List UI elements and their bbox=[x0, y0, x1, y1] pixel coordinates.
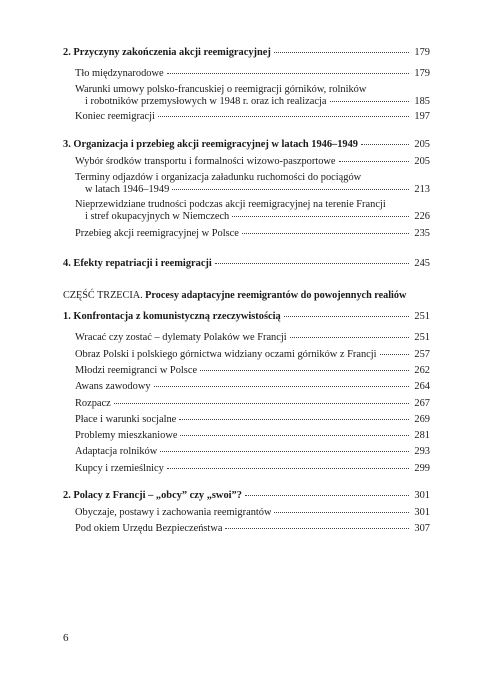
dot-leader bbox=[339, 161, 409, 162]
dot-leader bbox=[232, 216, 409, 217]
toc-section bbox=[75, 523, 430, 535]
toc-chapter-1-confrontation bbox=[63, 311, 430, 323]
dot-leader bbox=[290, 337, 409, 338]
toc-title: Obraz Polski i polskiego górnictwa widziany oczami górników z Francji bbox=[75, 349, 377, 360]
toc-title: 2. Polacy z Francji – „obcy” czy „swoi”? bbox=[63, 490, 242, 501]
toc-section bbox=[75, 463, 430, 475]
toc-page-number: 226 bbox=[414, 211, 430, 223]
toc-title: 4. Efekty repatriacji i reemigracji bbox=[63, 258, 212, 269]
toc-section bbox=[75, 111, 430, 123]
toc-page-number: 245 bbox=[414, 258, 430, 269]
toc-title: Młodzi reemigranci w Polsce bbox=[75, 365, 198, 376]
toc-page-number: 281 bbox=[414, 430, 430, 441]
dot-leader bbox=[179, 419, 409, 420]
toc-page-number: 179 bbox=[414, 68, 430, 79]
dot-leader bbox=[242, 233, 409, 234]
toc-page-number: 307 bbox=[414, 523, 430, 534]
toc-section bbox=[75, 156, 430, 168]
toc-page-number: 235 bbox=[414, 228, 430, 239]
toc-section bbox=[75, 199, 430, 224]
toc-title: i stref okupacyjnych w Niemczech bbox=[85, 211, 230, 223]
dot-leader bbox=[274, 52, 409, 53]
toc-section bbox=[75, 172, 430, 197]
toc-title: Pod okiem Urzędu Bezpieczeństwa bbox=[75, 523, 223, 534]
toc-page-number: 179 bbox=[414, 47, 430, 58]
toc-title: Rozpacz bbox=[75, 398, 111, 409]
dot-leader bbox=[274, 512, 409, 513]
toc-title: Kupcy i rzemieślnicy bbox=[75, 463, 164, 474]
toc-section bbox=[75, 446, 430, 458]
dot-leader bbox=[160, 451, 409, 452]
toc-title: Wybór środków transportu i formalności wizowo-paszportowe bbox=[75, 156, 336, 167]
dot-leader bbox=[330, 101, 409, 102]
part-title: Procesy adaptacyjne reemigrantów do powojennych realiów bbox=[145, 290, 407, 301]
toc-section bbox=[75, 430, 430, 442]
dot-leader bbox=[284, 316, 409, 317]
toc-title: Przebieg akcji reemigracyjnej w Polsce bbox=[75, 228, 239, 239]
toc-page-number: 269 bbox=[414, 414, 430, 425]
toc-section bbox=[75, 228, 430, 240]
toc-page-number: 197 bbox=[414, 111, 430, 122]
dot-leader bbox=[215, 263, 409, 264]
toc-chapter-2-poles-from-france bbox=[63, 490, 430, 502]
dot-leader bbox=[225, 528, 409, 529]
toc-page-number: 293 bbox=[414, 446, 430, 457]
toc-page-number: 301 bbox=[414, 490, 430, 501]
toc-section bbox=[75, 398, 430, 410]
toc-page-number: 205 bbox=[414, 156, 430, 167]
dot-leader bbox=[180, 435, 409, 436]
toc-page-number: 251 bbox=[414, 332, 430, 343]
toc-title: Wracać czy zostać – dylematy Polaków we Francji bbox=[75, 332, 287, 343]
toc-page-number: 299 bbox=[414, 463, 430, 474]
toc-page-number: 257 bbox=[414, 349, 430, 360]
dot-leader bbox=[154, 386, 409, 387]
page-number: 6 bbox=[63, 632, 69, 644]
toc-title: 3. Organizacja i przebieg akcji reemigracyjnej w latach 1946–1949 bbox=[63, 139, 359, 150]
part-heading bbox=[63, 290, 433, 301]
dot-leader bbox=[361, 144, 409, 145]
toc-page-number: 267 bbox=[414, 398, 430, 409]
toc-title-line1: Nieprzewidziane trudności podczas akcji reemigracyjnej na terenie Francji bbox=[75, 199, 386, 210]
toc-title: 2. Przyczyny zakończenia akcji reemigracyjnej bbox=[63, 47, 271, 58]
toc-page-number: 301 bbox=[414, 507, 430, 518]
dot-leader bbox=[245, 495, 409, 496]
dot-leader bbox=[167, 73, 409, 74]
toc-title: 1. Konfrontacja z komunistyczną rzeczywistością bbox=[63, 311, 281, 322]
toc-title: Awans zawodowy bbox=[75, 381, 151, 392]
dot-leader bbox=[158, 116, 409, 117]
toc-title: i robotników przemysłowych w 1948 r. oraz ich realizacja bbox=[85, 96, 327, 108]
dot-leader bbox=[172, 189, 409, 190]
toc-page-number: 262 bbox=[414, 365, 430, 376]
dot-leader bbox=[380, 354, 409, 355]
toc-page-number: 264 bbox=[414, 381, 430, 392]
toc-chapter-3-organization bbox=[63, 139, 430, 151]
toc-section bbox=[75, 349, 430, 361]
toc-chapter-2-causes bbox=[63, 47, 430, 59]
toc-section bbox=[75, 414, 430, 426]
toc-section bbox=[75, 332, 430, 344]
toc-section bbox=[75, 381, 430, 393]
part-label: CZĘŚĆ TRZECIA. bbox=[63, 290, 143, 301]
toc-section bbox=[75, 507, 430, 519]
dot-leader bbox=[114, 403, 409, 404]
toc-title-line1: Warunki umowy polsko-francuskiej o reemigracji górników, rolników bbox=[75, 84, 367, 95]
toc-title: Tło międzynarodowe bbox=[75, 68, 164, 79]
toc-title: Problemy mieszkaniowe bbox=[75, 430, 178, 441]
toc-title: Koniec reemigracji bbox=[75, 111, 155, 122]
toc-title: w latach 1946–1949 bbox=[85, 184, 170, 196]
toc-title-line1: Terminy odjazdów i organizacja załadunku ruchomości do pociągów bbox=[75, 172, 362, 183]
toc-title: Adaptacja rolników bbox=[75, 446, 158, 457]
toc-section bbox=[75, 365, 430, 377]
toc-page-number: 185 bbox=[414, 96, 430, 108]
toc-title: Obyczaje, postawy i zachowania reemigrantów bbox=[75, 507, 272, 518]
toc-chapter-4-effects bbox=[63, 258, 430, 270]
dot-leader bbox=[167, 468, 409, 469]
toc-title: Płace i warunki socjalne bbox=[75, 414, 177, 425]
toc-page-number: 213 bbox=[414, 184, 430, 196]
toc-page-number: 205 bbox=[414, 139, 430, 150]
toc-section bbox=[75, 84, 430, 109]
toc-section bbox=[75, 68, 430, 80]
toc-page-number: 251 bbox=[414, 311, 430, 322]
dot-leader bbox=[200, 370, 409, 371]
